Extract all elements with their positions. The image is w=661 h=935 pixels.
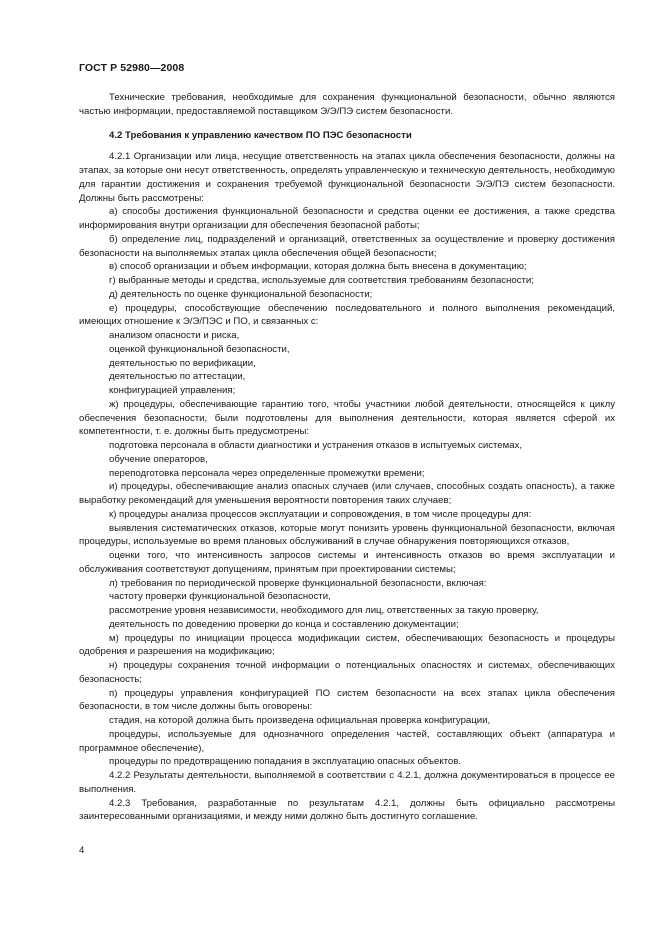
document-body bbox=[79, 91, 615, 824]
list-item-zh: ж) процедуры, обеспечивающие гарантию того, чтобы участники любой деятельности, относящейся к циклу обеспечения безопасности, были подготовлены для выполнения деятельности, которая является сферой их компетентности, т. е. должны быть предусмотрены: bbox=[79, 398, 615, 438]
list-item-b: б) определение лиц, подразделений и организаций, ответственных за осуществление и проверку достижения безопасности на выполняемых этапах цикла обеспечения общей безопасности; bbox=[79, 233, 615, 259]
paragraph-4-2-2: 4.2.2 Результаты деятельности, выполняемой в соответствии с 4.2.1, должна документироваться в процессе ее выполнения. bbox=[79, 770, 615, 795]
list-item-m: м) процедуры по инициации процесса модификации систем, обеспечивающих безопасность и процедуры одобрения и разрешения на модификацию; bbox=[79, 632, 615, 658]
sub-item: обучение операторов, bbox=[109, 453, 208, 465]
section-heading: 4.2 Требования к управлению качеством ПО ПЭС безопасности bbox=[109, 129, 412, 141]
document-header: ГОСТ Р 52980—2008 bbox=[79, 62, 185, 74]
list-item-g: г) выбранные методы и средства, используемые для соответствия требованиям безопасности; bbox=[109, 275, 534, 286]
list-item-l: л) требования по периодической проверке функциональной безопасности, включая: bbox=[109, 577, 487, 589]
sub-item: подготовка персонала в области диагностики и устранения отказов в испытуемых системах, bbox=[109, 440, 523, 451]
sub-paragraph: процедуры по предотвращению попадания в эксплуатацию опасных объектов. bbox=[109, 756, 462, 768]
list-item-i: и) процедуры, обеспечивающие анализ опасных случаев (или случаев, способных создать опасность), а также выработку рекомендаций для уменьшения вероятности повторения таких случаев; bbox=[79, 481, 615, 506]
list-item-a: а) способы достижения функциональной безопасности и средства оценки ее достижения, а также средства информирования внутри организации для обеспечения безопасной работы; bbox=[79, 206, 615, 231]
sub-paragraph: выявления систематических отказов, которые могут понизить уровень функциональной безопасности, включая процедуры, используемые во время плановых обслуживаний в случае обнаружения повторяющихся отказов, bbox=[79, 522, 615, 548]
intro-paragraph: Технические требования, необходимые для сохранения функциональной безопасности, обычно являются частью информации, предоставляемой поставщиком Э/Э/ПЭ систем безопасности. bbox=[79, 92, 615, 117]
sub-item: рассмотрение уровня независимости, необходимого для лиц, ответственных за такую проверку, bbox=[109, 605, 539, 616]
sub-paragraph: стадия, на которой должна быть произведена официальная проверка конфигурации, bbox=[109, 715, 491, 726]
page-number: 4 bbox=[79, 845, 85, 856]
list-item-p: п) процедуры управления конфигурацией ПО систем безопасности на всех этапах цикла обеспечения безопасности, в том числе должны быть оговорены: bbox=[79, 687, 615, 713]
sub-item: деятельность по доведению проверки до конца и составлению документации; bbox=[109, 618, 459, 630]
list-item-n: н) процедуры сохранения точной информации о потенциальных опасностях и системах, обеспечивающих безопасность; bbox=[79, 660, 615, 685]
paragraph-4-2-3: 4.2.3 Требования, разработанные по результатам 4.2.1, должны быть официально рассмотрены заинтересованными организациями, и между ними должно быть достигнуто соглашение. bbox=[79, 797, 615, 823]
list-item-d: д) деятельность по оценке функциональной безопасности; bbox=[109, 288, 373, 300]
list-item-k: к) процедуры анализа процессов эксплуатации и сопровождения, в том числе процедуры для: bbox=[109, 508, 532, 520]
paragraph-4-2-1: 4.2.1 Организации или лица, несущие ответственность на этапах цикла обеспечения безопасности, должны на этапах, за которые они несут ответственность, определять управленческую и техническую деятельность, необходимую для гарантии достижения и сохранения требуемой функциональной безопасности Э/Э/ПЭ систем безопасности. Должны быть рассмотрены: bbox=[79, 151, 615, 204]
sub-item: оценкой функциональной безопасности, bbox=[109, 343, 290, 355]
sub-item: анализом опасности и риска, bbox=[109, 330, 240, 341]
sub-item: частоту проверки функциональной безопасности, bbox=[109, 591, 331, 603]
sub-item: деятельностью по аттестации, bbox=[109, 371, 246, 383]
sub-paragraph: процедуры, используемые для однозначного определения частей, составляющих объект (аппаратура и программное обеспечение), bbox=[79, 728, 615, 754]
list-item-v: в) способ организации и объем информации, которая должна быть внесена в документацию; bbox=[109, 261, 527, 273]
list-item-e: е) процедуры, способствующие обеспечению последовательного и полного выполнения рекомендаций, имеющих отношение к Э/Э/ПЭС и ПО, и связанных с: bbox=[79, 302, 615, 328]
sub-item: деятельностью по верификации, bbox=[109, 357, 256, 369]
sub-paragraph: оценки того, что интенсивность запросов системы и интенсивность отказов во время эксплуатации и обслуживания соответствуют допущениям, принятым при проектировании системы; bbox=[79, 550, 615, 575]
sub-item: конфигурацией управления; bbox=[109, 385, 236, 396]
sub-item: переподготовка персонала через определенные промежутки времени; bbox=[109, 467, 425, 479]
